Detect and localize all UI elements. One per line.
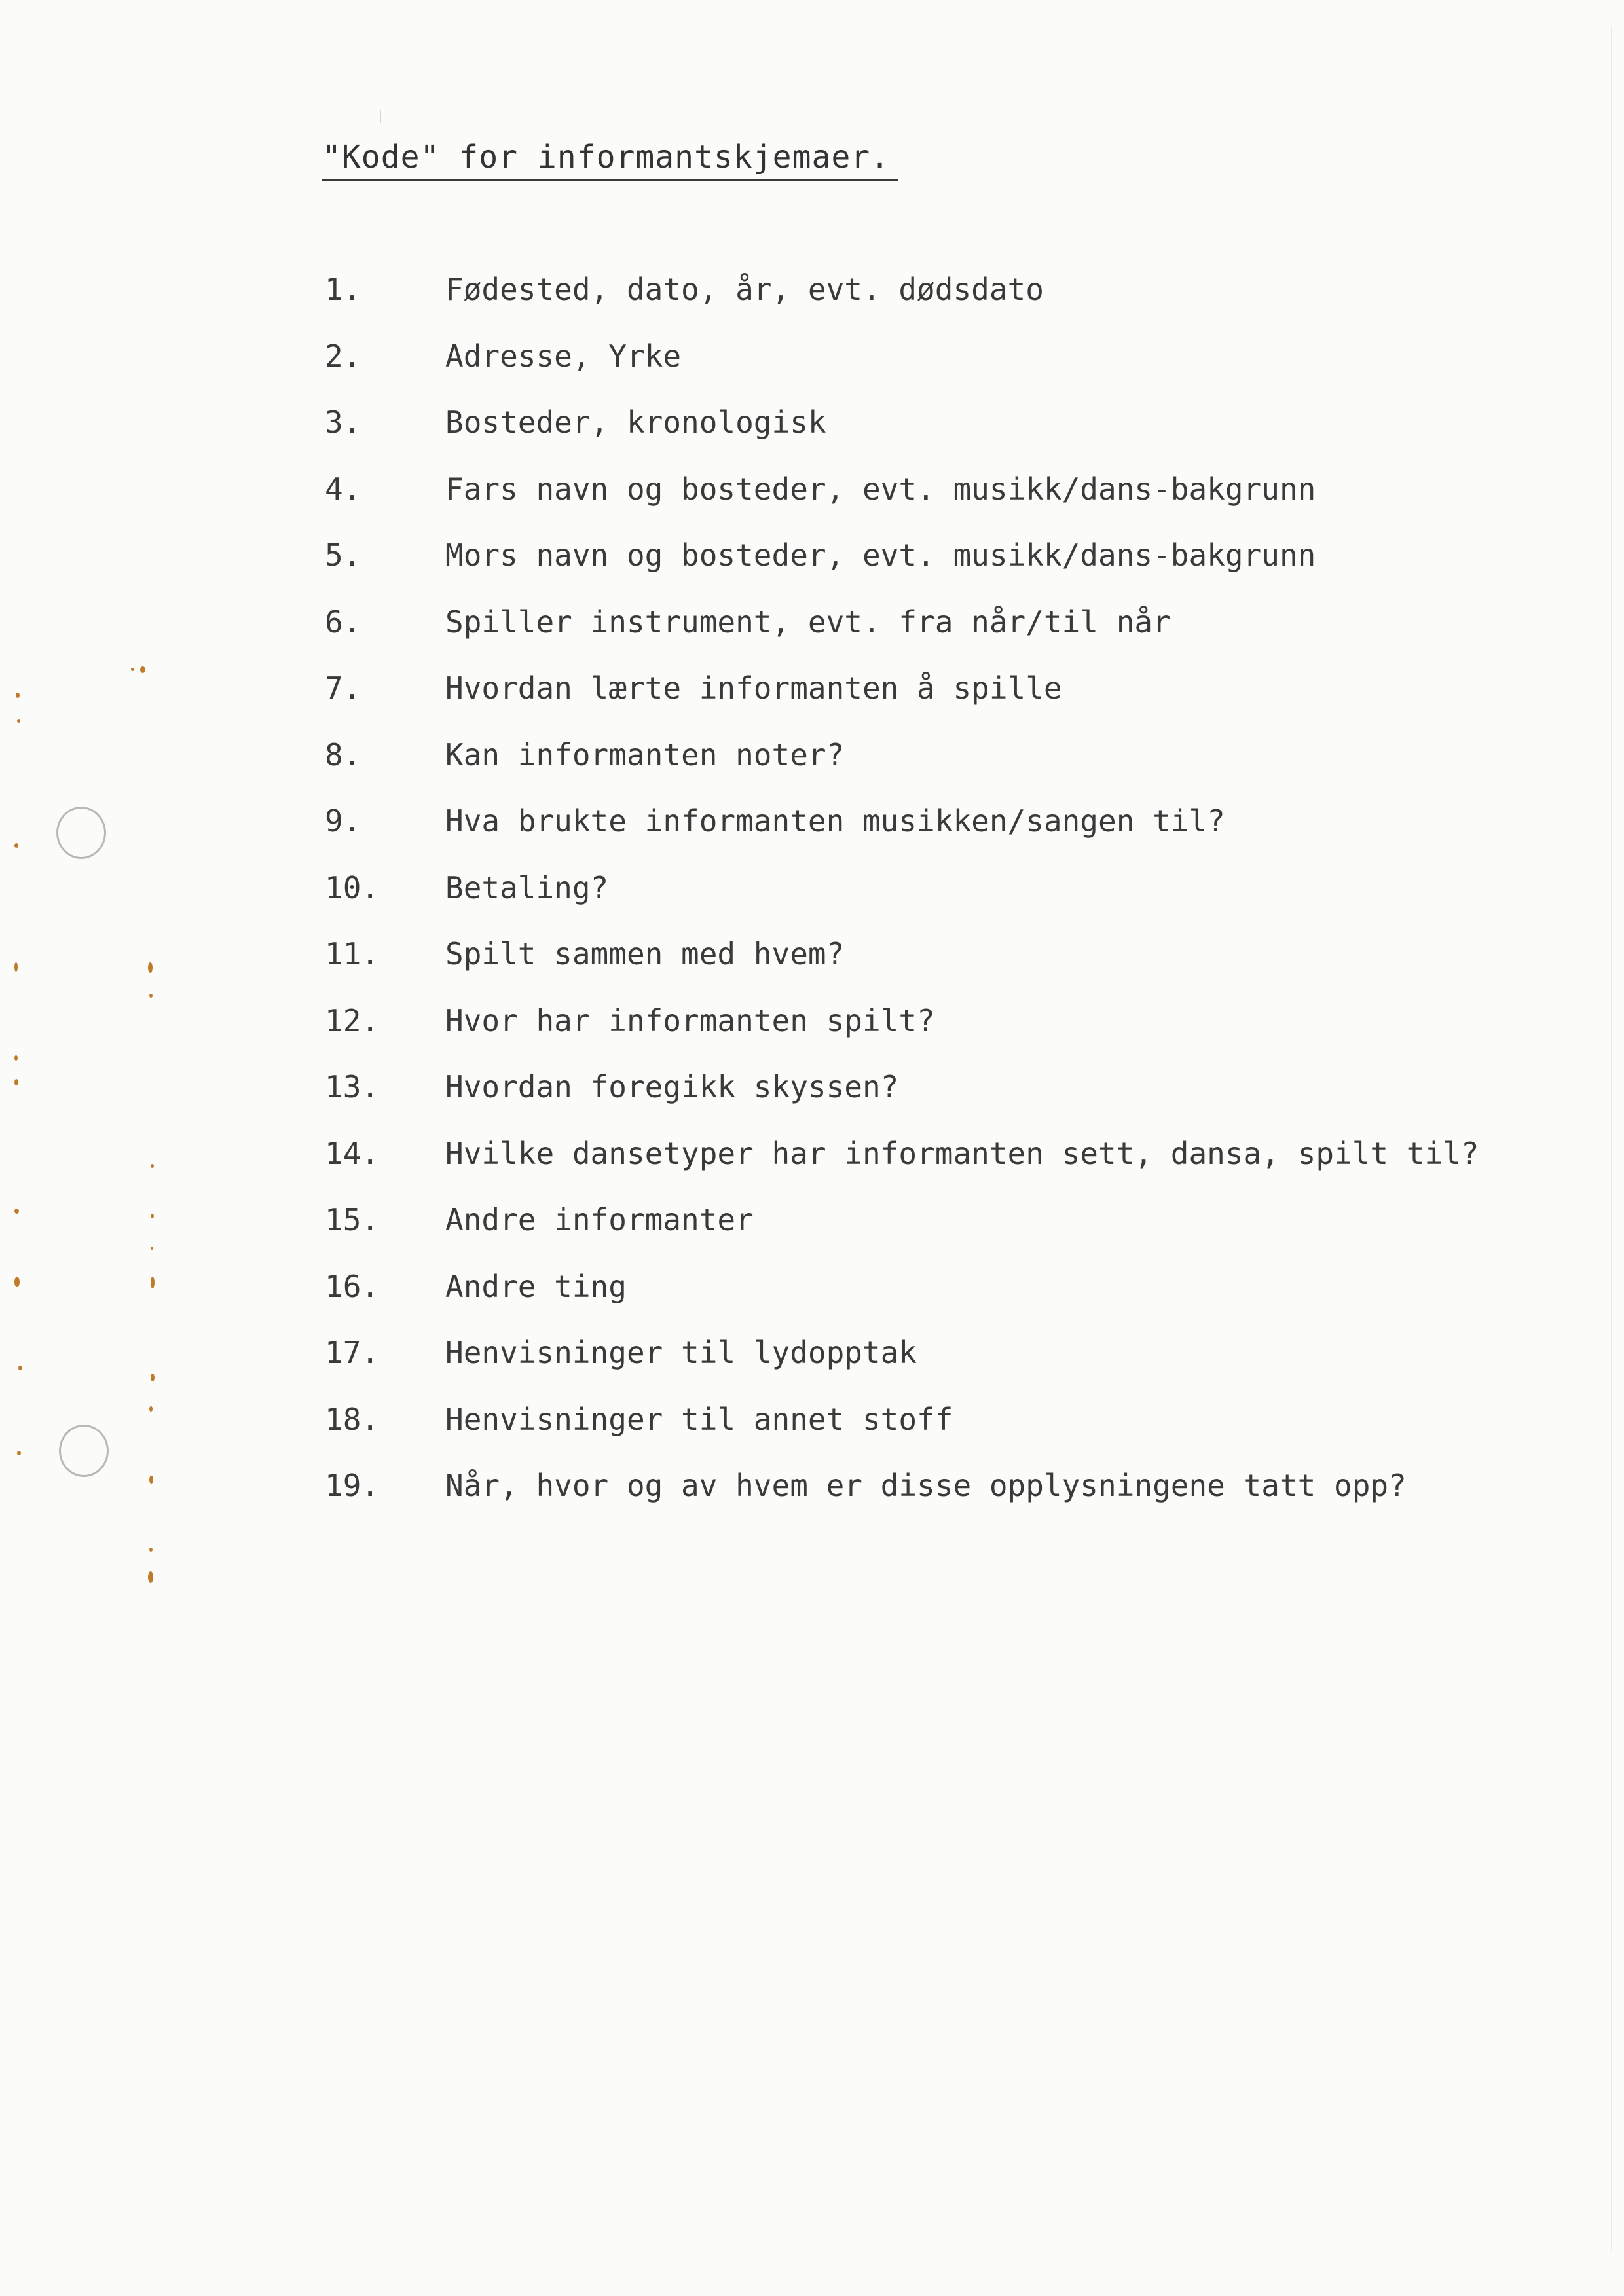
list-item (325, 337, 1608, 403)
item-text: Spiller instrument, evt. fra når/til når (445, 604, 1171, 640)
rust-speck (151, 1164, 154, 1168)
item-text: Hva brukte informanten musikken/sangen til? (445, 803, 1225, 839)
list-item (325, 801, 1608, 868)
item-text: Mors navn og bosteder, evt. musikk/dans-bakgrunn (445, 538, 1316, 573)
item-number: 17. (325, 1335, 380, 1370)
item-text: Betaling? (445, 869, 609, 905)
list-item (325, 1466, 1608, 1533)
list-item (325, 403, 1608, 469)
list-item (325, 934, 1608, 1001)
code-list (325, 270, 1608, 1533)
rust-speck (14, 1209, 19, 1214)
list-item (325, 536, 1608, 602)
item-text: Fars navn og bosteder, evt. musikk/dans-bakgrunn (445, 471, 1316, 507)
rust-speck (151, 1374, 155, 1381)
item-number: 19. (325, 1468, 380, 1503)
item-number: 5. (325, 538, 361, 573)
rust-speck (148, 962, 153, 973)
item-number: 15. (325, 1202, 380, 1237)
rust-speck (151, 1277, 155, 1288)
punch-hole (56, 807, 106, 859)
item-number: 13. (325, 1069, 380, 1104)
item-number: 7. (325, 670, 361, 706)
rust-speck (148, 1571, 153, 1583)
item-text: Hvor har informanten spilt? (445, 1002, 935, 1038)
list-item (325, 469, 1608, 536)
item-text: Når, hvor og av hvem er disse opplysningene tatt opp? (445, 1468, 1407, 1503)
rust-speck (151, 1214, 154, 1218)
item-number: 12. (325, 1002, 380, 1038)
item-number: 4. (325, 471, 361, 507)
item-number: 11. (325, 936, 380, 972)
list-item (325, 1333, 1608, 1400)
item-text: Henvisninger til lydopptak (445, 1335, 917, 1370)
item-number: 18. (325, 1401, 380, 1437)
item-text: Andre informanter (445, 1202, 754, 1237)
rust-speck (149, 1548, 153, 1552)
rust-speck (14, 1055, 18, 1061)
item-text: Hvordan lærte informanten å spille (445, 670, 1062, 706)
rust-speck (14, 1277, 20, 1287)
item-number: 14. (325, 1135, 380, 1171)
scan-mark (380, 110, 381, 123)
list-item (325, 1001, 1608, 1068)
list-item (325, 1067, 1608, 1134)
rust-speck (14, 843, 18, 848)
rust-speck (151, 1247, 153, 1250)
item-text: Hvordan foregikk skyssen? (445, 1069, 899, 1104)
item-text: Henvisninger til annet stoff (445, 1401, 953, 1437)
rust-speck (16, 693, 20, 698)
item-text: Kan informanten noter? (445, 737, 845, 773)
punch-hole (59, 1425, 109, 1477)
rust-speck (17, 719, 20, 723)
item-number: 16. (325, 1268, 380, 1304)
list-item (325, 1400, 1608, 1467)
item-number: 2. (325, 338, 361, 374)
rust-speck (149, 1406, 153, 1412)
list-item (325, 735, 1608, 802)
list-item (325, 1200, 1608, 1267)
title-underline (322, 179, 898, 181)
list-item (325, 868, 1608, 935)
scan-edge (1611, 26, 1612, 2252)
item-text: Fødested, dato, år, evt. dødsdato (445, 272, 1044, 307)
rust-speck (131, 668, 134, 671)
item-text: Spilt sammen med hvem? (445, 936, 845, 972)
list-item (325, 270, 1608, 337)
document-title: "Kode" for informantskjemaer. (322, 139, 891, 175)
item-number: 10. (325, 869, 380, 905)
list-item (325, 602, 1608, 669)
list-item (325, 1134, 1608, 1201)
list-item (325, 1267, 1608, 1334)
rust-speck (149, 994, 153, 998)
rust-speck (17, 1451, 21, 1455)
rust-speck (140, 666, 145, 673)
item-number: 1. (325, 272, 361, 307)
item-text: Andre ting (445, 1268, 627, 1304)
item-number: 9. (325, 803, 361, 839)
item-number: 8. (325, 737, 361, 773)
item-text: Hvilke dansetyper har informanten sett, dansa, spilt til? (445, 1135, 1479, 1171)
list-item (325, 668, 1608, 735)
rust-speck (14, 962, 18, 972)
rust-speck (14, 1079, 18, 1085)
rust-speck (18, 1366, 22, 1370)
item-number: 3. (325, 405, 361, 440)
item-text: Adresse, Yrke (445, 338, 682, 374)
rust-speck (149, 1476, 153, 1484)
item-number: 6. (325, 604, 361, 640)
item-text: Bosteder, kronologisk (445, 405, 826, 440)
